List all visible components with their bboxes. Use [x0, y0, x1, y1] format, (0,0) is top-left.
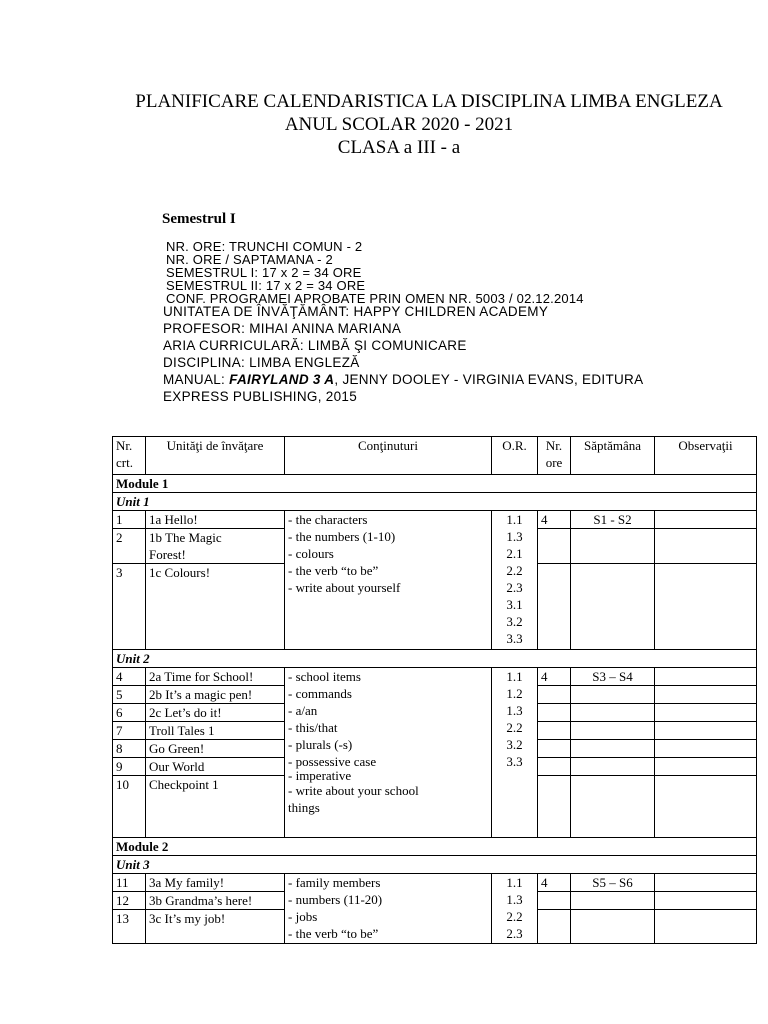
table-row: 2 1b The Magic Forest! [113, 529, 757, 564]
header-hours: Nr. ore [538, 437, 571, 475]
table-row: 9 Our World [113, 758, 757, 776]
table-row: 13 3c It’s my job! [113, 910, 757, 944]
info-program-approval: CONF. PROGRAMEI APROBATE PRIN OMEN NR. 5003 / 02.12.2014 [166, 291, 584, 306]
info-textbook-publisher: EXPRESS PUBLISHING, 2015 [163, 389, 358, 404]
module-row: Module 1 [113, 475, 757, 493]
unit-row: Unit 2 [113, 650, 757, 668]
table-row: 11 3a My family! - family members - numbers (11-20) - jobs - the verb “to be” 1.1 1.3 2.2 2.3 4 S5 – S6 [113, 874, 757, 892]
unit-row: Unit 3 [113, 856, 757, 874]
class-level: CLASA a III - a [337, 137, 461, 158]
table-row: 3 1c Colours! [113, 564, 757, 650]
info-semester-2: SEMESTRUL II: 17 x 2 = 34 ORE [166, 278, 366, 293]
table-row: 6 2c Let’s do it! [113, 704, 757, 722]
header-objectives: O.R. [492, 437, 538, 475]
info-textbook: MANUAL: FAIRYLAND 3 A, JENNY DOOLEY - VIRGINIA EVANS, EDITURA [163, 372, 644, 387]
document-title: PLANIFICARE CALENDARISTICA LA DISCIPLINA LIMBA ENGLEZA [135, 91, 723, 112]
info-hours-week: NR. ORE / SAPTAMANA - 2 [166, 252, 333, 267]
info-hours-core: NR. ORE: TRUNCHI COMUN - 2 [166, 239, 363, 254]
table-row: 12 3b Grandma’s here! [113, 892, 757, 910]
school-year: ANUL SCOLAR 2020 - 2021 [284, 114, 514, 135]
info-school-unit: UNITATEA DE ÎNVĂŢĂMÂNT: HAPPY CHILDREN ACADEMY [163, 304, 549, 319]
table-row: 10 Checkpoint 1 [113, 776, 757, 838]
planning-table [112, 436, 757, 944]
table-row: 4 2a Time for School! - school items - commands - a/an - this/that - plurals (-s) - possessive case - imperative - write about your school things 1.1 1.2 1.3 2.2 3.2 3.3 4 S3 – S4 [113, 668, 757, 686]
table-row: 8 Go Green! [113, 740, 757, 758]
table-row: 5 2b It’s a magic pen! [113, 686, 757, 704]
header-nr: Nr. crt. [113, 437, 146, 475]
table-row: 1 1a Hello! - the characters - the numbers (1-10) - colours - the verb “to be” - write about yourself 1.1 1.3 2.1 2.2 2.3 3.1 3.2 3.3 4 S1 - S2 [113, 511, 757, 529]
table-header-row [113, 437, 757, 475]
info-curricular-area: ARIA CURRICULARĂ: LIMBĂ ŞI COMUNICARE [163, 338, 467, 353]
header-observations: Observaţii [655, 437, 757, 475]
semester-heading: Semestrul I [162, 211, 236, 227]
unit-row: Unit 1 [113, 493, 757, 511]
header-week: Săptămâna [571, 437, 655, 475]
header-contents: Conţinuturi [285, 437, 492, 475]
info-semester-1: SEMESTRUL I: 17 x 2 = 34 ORE [166, 265, 362, 280]
info-teacher: PROFESOR: MIHAI ANINA MARIANA [163, 321, 402, 336]
module-row: Module 2 [113, 838, 757, 856]
header-units: Unităţi de învăţare [146, 437, 285, 475]
textbook-title: FAIRYLAND 3 A [229, 372, 335, 387]
table-row: 7 Troll Tales 1 [113, 722, 757, 740]
info-discipline: DISCIPLINA: LIMBA ENGLEZĂ [163, 355, 360, 370]
